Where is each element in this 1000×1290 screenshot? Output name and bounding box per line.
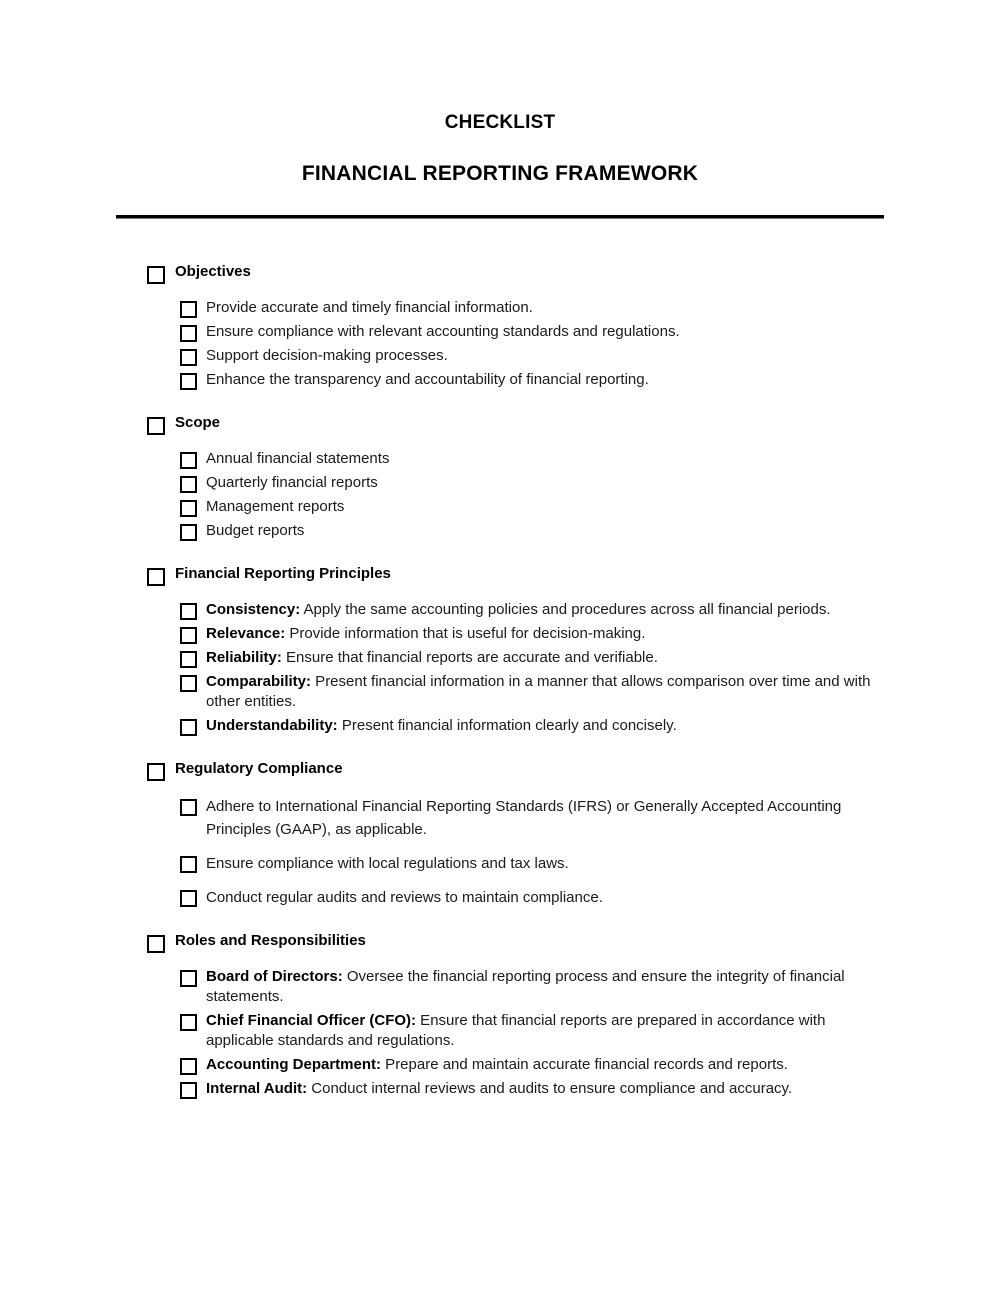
checklist-item-text bbox=[206, 967, 882, 1007]
checklist-item-body: Ensure compliance with relevant accounting standards and regulations. bbox=[206, 323, 680, 340]
checklist-item-lead: Understandability: bbox=[206, 717, 338, 734]
checklist-item-text bbox=[206, 370, 882, 390]
checklist-item[interactable] bbox=[180, 497, 882, 517]
checklist-section bbox=[0, 760, 1000, 909]
checklist-item-text bbox=[206, 1079, 882, 1099]
page-title: FINANCIAL REPORTING FRAMEWORK bbox=[301, 162, 699, 185]
checklist-item[interactable] bbox=[180, 449, 882, 469]
checklist-item-text bbox=[206, 346, 882, 366]
section-title: Roles and Responsibilities bbox=[175, 932, 366, 949]
checklist-item[interactable] bbox=[180, 521, 882, 541]
checklist-item-lead: Board of Directors: bbox=[206, 968, 343, 985]
checklist-item[interactable] bbox=[180, 1011, 882, 1051]
checklist-item-text bbox=[206, 298, 882, 318]
empty-checkbox-icon[interactable] bbox=[180, 890, 195, 905]
empty-checkbox-icon[interactable] bbox=[180, 970, 195, 985]
empty-checkbox-icon[interactable] bbox=[180, 856, 195, 871]
checklist-item-lead: Chief Financial Officer (CFO): bbox=[206, 1012, 417, 1029]
checklist-item-body: Support decision-making processes. bbox=[206, 347, 448, 364]
checklist-item-text bbox=[206, 1055, 882, 1075]
empty-checkbox-icon[interactable] bbox=[180, 301, 195, 316]
section-header[interactable] bbox=[0, 414, 1000, 433]
checklist-items bbox=[0, 795, 1000, 909]
empty-checkbox-icon[interactable] bbox=[180, 603, 195, 618]
checklist-item-body: Ensure compliance with local regulations and tax laws. bbox=[206, 855, 569, 872]
empty-checkbox-icon[interactable] bbox=[180, 719, 195, 734]
empty-checkbox-icon[interactable] bbox=[180, 325, 195, 340]
checklist-items bbox=[0, 298, 1000, 390]
checklist-item-body: Present financial information in a manner that allows comparison over time and with other entities. bbox=[206, 673, 871, 710]
checklist-item-body: Provide information that is useful for decision-making. bbox=[285, 625, 646, 642]
checklist-item-body: Conduct regular audits and reviews to maintain compliance. bbox=[206, 889, 603, 906]
checklist-item-text bbox=[206, 795, 882, 841]
checklist-item-body: Management reports bbox=[206, 498, 345, 515]
checklist-item-body: Oversee the financial reporting process and ensure the integrity of financial statements. bbox=[206, 968, 845, 1005]
checklist-item-body: Ensure that financial reports are accurate and verifiable. bbox=[281, 649, 658, 666]
checklist-item[interactable] bbox=[180, 967, 882, 1007]
checklist-item-body: Provide accurate and timely financial information. bbox=[206, 299, 533, 316]
document-header bbox=[0, 0, 1000, 219]
document-kicker: CHECKLIST bbox=[444, 112, 556, 133]
section-header[interactable] bbox=[0, 565, 1000, 584]
checklist-item-lead: Reliability: bbox=[206, 649, 282, 666]
checklist-item-body: Enhance the transparency and accountability of financial reporting. bbox=[206, 371, 649, 388]
checklist-item-text bbox=[206, 521, 882, 541]
checklist-item[interactable] bbox=[180, 1055, 882, 1075]
checklist-item[interactable] bbox=[180, 716, 882, 736]
checklist-item-lead: Accounting Department: bbox=[206, 1056, 382, 1073]
empty-checkbox-icon[interactable] bbox=[147, 763, 163, 779]
section-title: Scope bbox=[175, 414, 221, 431]
section-header[interactable] bbox=[0, 760, 1000, 779]
checklist-section bbox=[0, 565, 1000, 736]
section-header[interactable] bbox=[0, 263, 1000, 282]
checklist-items bbox=[0, 600, 1000, 736]
empty-checkbox-icon[interactable] bbox=[180, 627, 195, 642]
checklist-item-body: Prepare and maintain accurate financial records and reports. bbox=[381, 1056, 788, 1073]
checklist-item-text bbox=[206, 672, 882, 712]
checklist-item-text bbox=[206, 852, 882, 875]
checklist-item-body: Present financial information clearly and concisely. bbox=[337, 717, 677, 734]
empty-checkbox-icon[interactable] bbox=[180, 1058, 195, 1073]
checklist-item-lead: Comparability: bbox=[206, 673, 312, 690]
empty-checkbox-icon[interactable] bbox=[180, 651, 195, 666]
checklist-item[interactable] bbox=[180, 322, 882, 342]
section-title: Financial Reporting Principles bbox=[175, 565, 391, 582]
empty-checkbox-icon[interactable] bbox=[147, 417, 163, 433]
checklist-item-text bbox=[206, 716, 882, 736]
checklist-item[interactable] bbox=[180, 600, 882, 620]
empty-checkbox-icon[interactable] bbox=[180, 675, 195, 690]
empty-checkbox-icon[interactable] bbox=[147, 935, 163, 951]
empty-checkbox-icon[interactable] bbox=[147, 568, 163, 584]
checklist-item[interactable] bbox=[180, 370, 882, 390]
checklist-item[interactable] bbox=[180, 346, 882, 366]
checklist-item-text bbox=[206, 600, 882, 620]
checklist-section bbox=[0, 263, 1000, 390]
checklist-item[interactable] bbox=[180, 473, 882, 493]
empty-checkbox-icon[interactable] bbox=[147, 266, 163, 282]
checklist-item[interactable] bbox=[180, 672, 882, 712]
checklist-item-body: Apply the same accounting policies and procedures across all financial periods. bbox=[300, 601, 831, 618]
section-title: Regulatory Compliance bbox=[175, 760, 343, 777]
empty-checkbox-icon[interactable] bbox=[180, 349, 195, 364]
checklist-item-text bbox=[206, 497, 882, 517]
checklist-item[interactable] bbox=[180, 852, 882, 875]
checklist-item-lead: Relevance: bbox=[206, 625, 286, 642]
checklist-item-lead: Consistency: bbox=[206, 601, 301, 618]
checklist-items bbox=[0, 967, 1000, 1099]
checklist-item[interactable] bbox=[180, 886, 882, 909]
checklist-item-body: Budget reports bbox=[206, 522, 305, 539]
checklist-item[interactable] bbox=[180, 624, 882, 644]
checklist-item-body: Annual financial statements bbox=[206, 450, 390, 467]
empty-checkbox-icon[interactable] bbox=[180, 500, 195, 515]
checklist-body bbox=[0, 219, 1000, 1099]
section-header[interactable] bbox=[0, 932, 1000, 951]
empty-checkbox-icon[interactable] bbox=[180, 1014, 195, 1029]
checklist-item-lead: Internal Audit: bbox=[206, 1080, 308, 1097]
checklist-item[interactable] bbox=[180, 795, 882, 841]
checklist-item-text bbox=[206, 624, 882, 644]
checklist-item-body: Conduct internal reviews and audits to ensure compliance and accuracy. bbox=[307, 1080, 793, 1097]
checklist-item-text bbox=[206, 1011, 882, 1051]
empty-checkbox-icon[interactable] bbox=[180, 799, 195, 814]
checklist-item-body: Quarterly financial reports bbox=[206, 474, 378, 491]
checklist-section bbox=[0, 414, 1000, 541]
empty-checkbox-icon[interactable] bbox=[180, 452, 195, 467]
section-title: Objectives bbox=[175, 263, 251, 280]
checklist-item-text bbox=[206, 648, 882, 668]
checklist-item-body: Ensure that financial reports are prepared in accordance with applicable standards and regulations. bbox=[206, 1012, 826, 1049]
checklist-item-text bbox=[206, 886, 882, 909]
checklist-item[interactable] bbox=[180, 298, 882, 318]
checklist-items bbox=[0, 449, 1000, 541]
checklist-section bbox=[0, 932, 1000, 1099]
checklist-item-body: Adhere to International Financial Reporting Standards (IFRS) or Generally Accepted Accounting Principles (GAAP), as applicable. bbox=[206, 798, 842, 838]
checklist-item[interactable] bbox=[180, 1079, 882, 1099]
empty-checkbox-icon[interactable] bbox=[180, 476, 195, 491]
checklist-item[interactable] bbox=[180, 648, 882, 668]
checklist-item-text bbox=[206, 449, 882, 469]
empty-checkbox-icon[interactable] bbox=[180, 524, 195, 539]
empty-checkbox-icon[interactable] bbox=[180, 373, 195, 388]
empty-checkbox-icon[interactable] bbox=[180, 1082, 195, 1097]
checklist-item-text bbox=[206, 473, 882, 493]
checklist-item-text bbox=[206, 322, 882, 342]
